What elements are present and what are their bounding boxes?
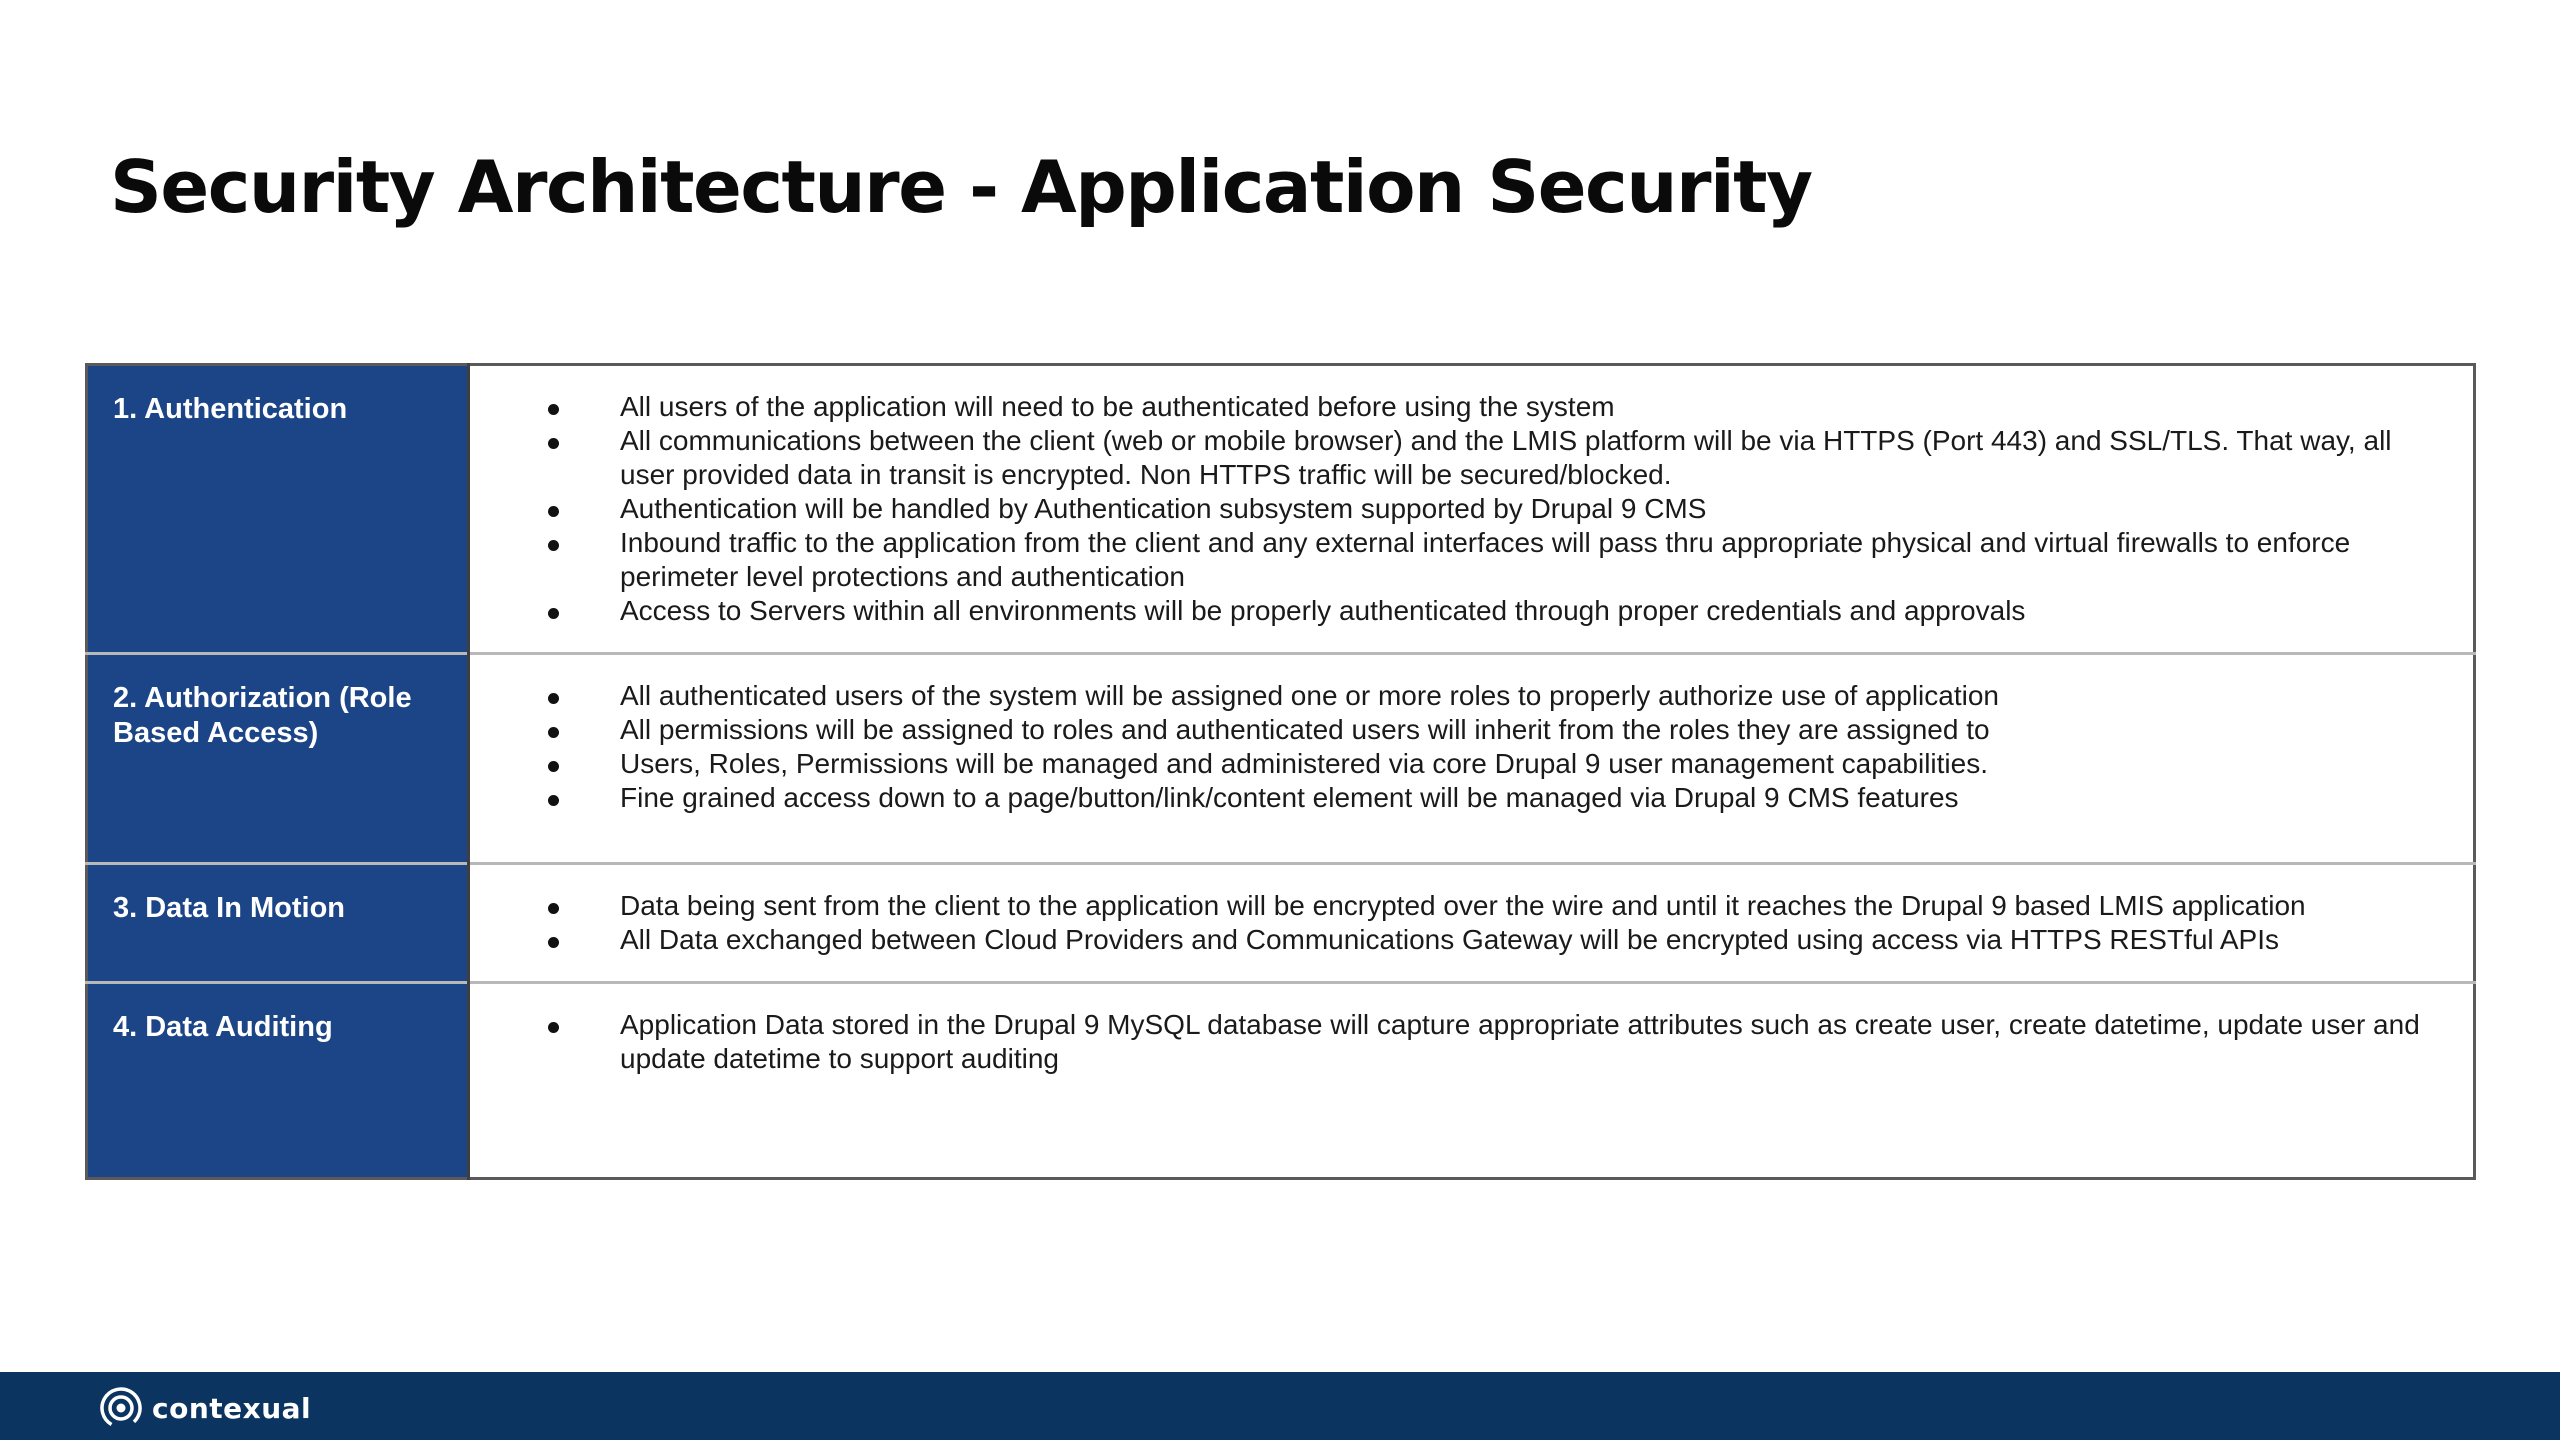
bullet-list bbox=[470, 889, 2443, 957]
bullet-text: Authentication will be handled by Authentication subsystem supported by Drupal 9 CMS bbox=[620, 493, 1707, 524]
bullet-icon bbox=[548, 795, 559, 806]
bullet-list bbox=[470, 679, 2443, 815]
list-item bbox=[470, 526, 2443, 594]
row-label-data-auditing: 4. Data Auditing bbox=[87, 983, 469, 1179]
bullet-text: Access to Servers within all environments will be properly authenticated through proper credentials and approvals bbox=[620, 595, 2026, 626]
list-item bbox=[470, 594, 2443, 628]
bullet-icon bbox=[548, 540, 559, 551]
bullet-text: Application Data stored in the Drupal 9 MySQL database will capture appropriate attributes such as create user, create datetime, update user and update datetime to support auditing bbox=[620, 1009, 2420, 1074]
bullet-icon bbox=[548, 727, 559, 738]
row-label-data-in-motion: 3. Data In Motion bbox=[87, 864, 469, 983]
bullet-list bbox=[470, 390, 2443, 628]
bullet-text: All users of the application will need to be authenticated before using the system bbox=[620, 391, 1615, 422]
brand-name: contexual bbox=[152, 1391, 312, 1425]
list-item bbox=[470, 1008, 2443, 1076]
contexual-logo-icon bbox=[98, 1385, 144, 1431]
bullet-icon bbox=[548, 1022, 559, 1033]
bullet-icon bbox=[548, 937, 559, 948]
bullet-icon bbox=[548, 404, 559, 415]
table-row bbox=[87, 365, 2475, 654]
bullet-text: All authenticated users of the system will be assigned one or more roles to properly authorize use of application bbox=[620, 680, 1999, 711]
row-content-authorization bbox=[469, 654, 2475, 864]
list-item bbox=[470, 747, 2443, 781]
list-item bbox=[470, 889, 2443, 923]
footer-bar bbox=[0, 1372, 2560, 1440]
row-label-authentication: 1. Authentication bbox=[87, 365, 469, 654]
table-row bbox=[87, 654, 2475, 864]
bullet-text: All permissions will be assigned to roles and authenticated users will inherit from the roles they are assigned to bbox=[620, 714, 1990, 745]
bullet-text: Fine grained access down to a page/button/link/content element will be managed via Drupal 9 CMS features bbox=[620, 782, 1959, 813]
bullet-icon bbox=[548, 761, 559, 772]
table-row bbox=[87, 864, 2475, 983]
row-content-authentication bbox=[469, 365, 2475, 654]
list-item bbox=[470, 492, 2443, 526]
list-item bbox=[470, 781, 2443, 815]
brand-logo bbox=[98, 1385, 311, 1431]
bullet-list bbox=[470, 1008, 2443, 1076]
list-item bbox=[470, 390, 2443, 424]
security-table bbox=[85, 363, 2476, 1180]
bullet-text: All Data exchanged between Cloud Providers and Communications Gateway will be encrypted using access via HTTPS RESTful APIs bbox=[620, 924, 2280, 955]
row-content-data-auditing bbox=[469, 983, 2475, 1179]
bullet-icon bbox=[548, 438, 559, 449]
row-label-authorization: 2. Authorization (Role Based Access) bbox=[87, 654, 469, 864]
bullet-text: Users, Roles, Permissions will be managed and administered via core Drupal 9 user management capabilities. bbox=[620, 748, 1988, 779]
bullet-text: Data being sent from the client to the application will be encrypted over the wire and until it reaches the Drupal 9 based LMIS application bbox=[620, 890, 2306, 921]
list-item bbox=[470, 424, 2443, 492]
bullet-icon bbox=[548, 506, 559, 517]
table-row bbox=[87, 983, 2475, 1179]
bullet-icon bbox=[548, 903, 559, 914]
bullet-icon bbox=[548, 608, 559, 619]
bullet-icon bbox=[548, 693, 559, 704]
row-content-data-in-motion bbox=[469, 864, 2475, 983]
list-item bbox=[470, 679, 2443, 713]
page-title: Security Architecture - Application Security bbox=[110, 145, 1812, 229]
bullet-text: Inbound traffic to the application from the client and any external interfaces will pass thru appropriate physical and virtual firewalls to enforce perimeter level protections and authentication bbox=[620, 527, 2351, 592]
bullet-text: All communications between the client (web or mobile browser) and the LMIS platform will be via HTTPS (Port 443) and SSL/TLS. That way, all user provided data in transit is encrypted. Non HTTPS traffic will be secured/blocked. bbox=[620, 425, 2392, 490]
list-item bbox=[470, 713, 2443, 747]
list-item bbox=[470, 923, 2443, 957]
